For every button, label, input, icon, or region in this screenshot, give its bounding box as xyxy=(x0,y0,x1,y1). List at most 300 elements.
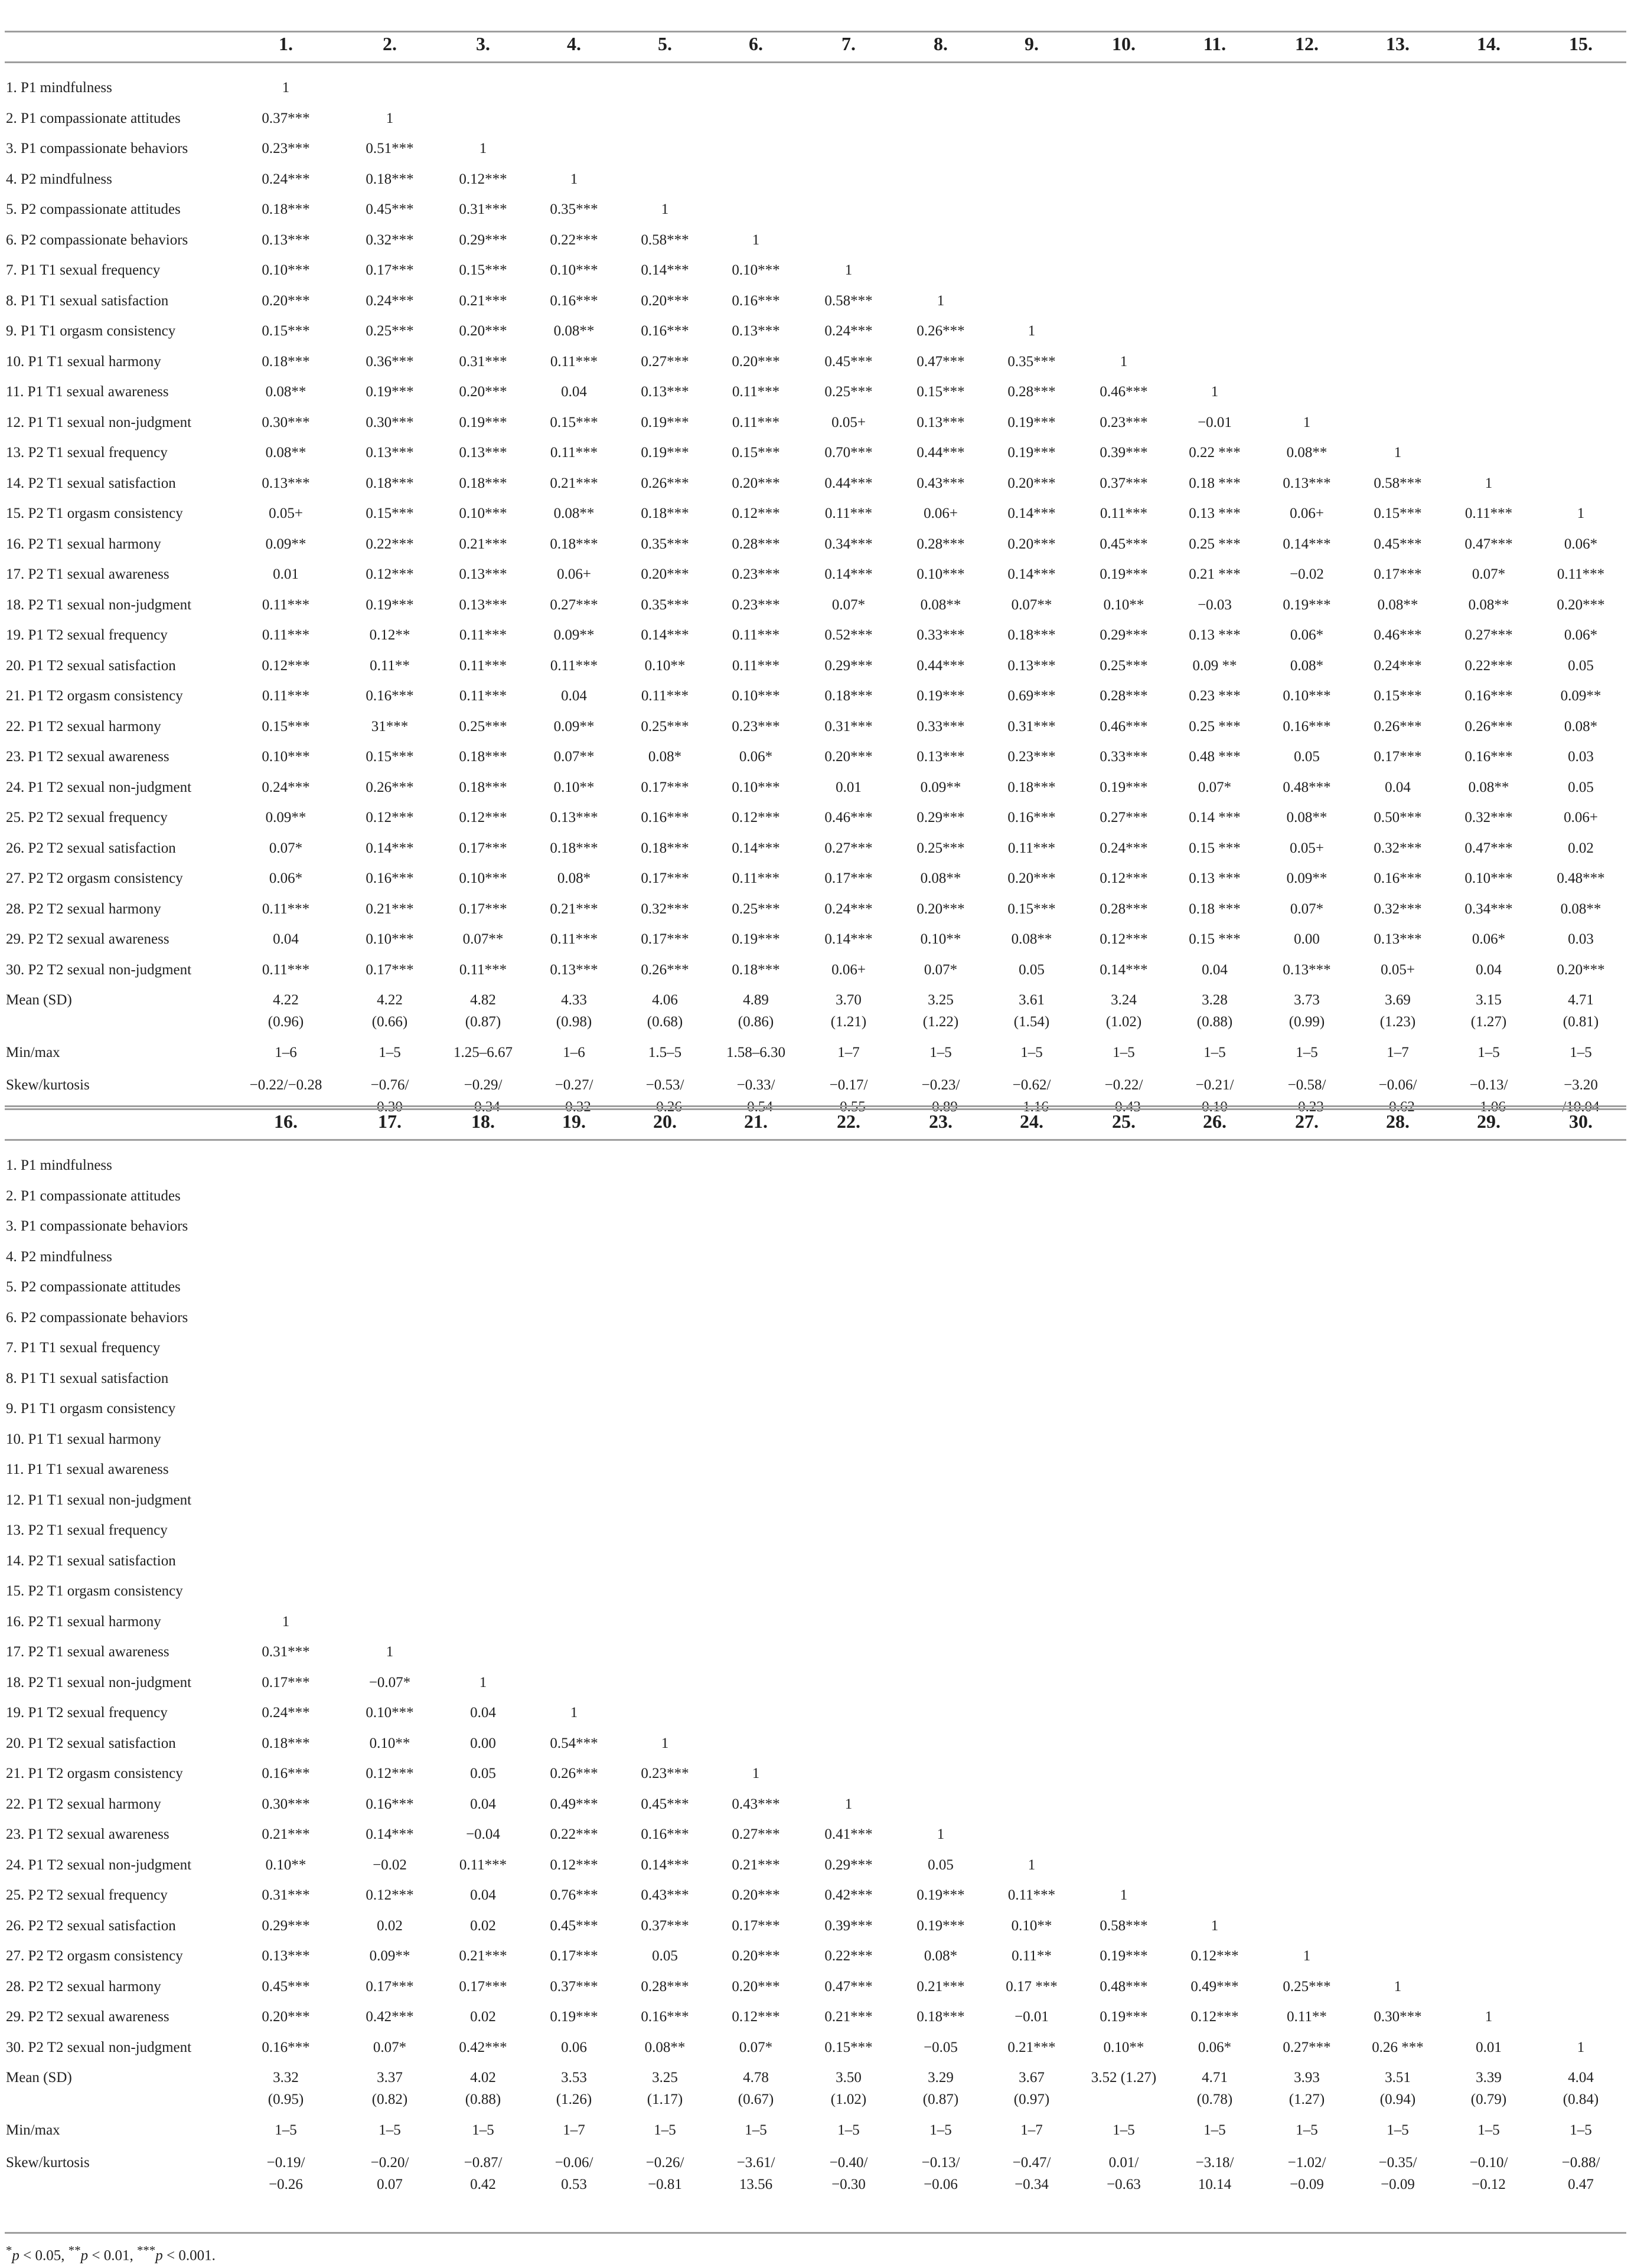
correlation-cell: 0.11*** xyxy=(262,596,310,613)
correlation-cell: 0.43*** xyxy=(732,1796,780,1812)
minmax-value: 1.25–6.67 xyxy=(454,1045,513,1060)
correlation-cell: 0.11*** xyxy=(732,870,780,886)
correlation-cell: 0.23*** xyxy=(1100,414,1148,430)
sd-value: (0.97) xyxy=(1013,2091,1050,2107)
correlation-cell: 0.10** xyxy=(1103,596,1144,613)
correlation-cell: 0.08** xyxy=(1468,596,1509,613)
correlation-cell: 0.15*** xyxy=(366,505,414,521)
skew-value: −0.23/ xyxy=(921,1077,960,1093)
correlation-cell: 0.17*** xyxy=(459,1978,507,1995)
correlation-cell: 0.07** xyxy=(553,749,595,765)
skew-value: −0.22/ xyxy=(1104,1077,1143,1093)
correlation-cell: 0.45*** xyxy=(366,201,414,217)
correlation-cell: 0.06* xyxy=(1198,2039,1232,2055)
correlation-cell: 0.18*** xyxy=(641,840,689,856)
correlation-cell: −0.01 xyxy=(1198,414,1232,430)
skew-value: −3.18/ xyxy=(1195,2155,1234,2171)
correlation-cell: 0.22*** xyxy=(366,536,414,552)
correlation-cell: 0.26*** xyxy=(1464,718,1513,735)
minmax-value: 1–5 xyxy=(379,2122,401,2138)
mean-value: 4.71 xyxy=(1202,2070,1228,2086)
row-label: 9. P1 T1 orgasm consistency xyxy=(6,323,176,339)
correlation-cell: 0.10*** xyxy=(732,688,780,704)
correlation-cell: 0.11*** xyxy=(459,1856,507,1873)
correlation-cell: 0.17*** xyxy=(641,931,689,947)
sd-value: (0.66) xyxy=(371,1014,408,1030)
correlation-cell: 0.25*** xyxy=(916,840,965,856)
correlation-cell: 0.30*** xyxy=(366,414,414,430)
mean-value: 4.82 xyxy=(470,992,496,1008)
minmax-value: 1–5 xyxy=(1296,2122,1318,2138)
correlation-cell: 0.19*** xyxy=(1100,779,1148,795)
correlation-cell: 0.10** xyxy=(1103,2039,1144,2055)
correlation-cell: 0.17*** xyxy=(366,262,414,278)
skew-value: −0.33/ xyxy=(736,1077,775,1093)
mean-value: 4.06 xyxy=(652,992,678,1008)
correlation-cell: 0.31*** xyxy=(824,718,873,735)
correlation-cell: 0.08** xyxy=(1468,779,1509,795)
stat-label-minmax: Min/max xyxy=(6,1045,60,1060)
correlation-cell: 1 xyxy=(1577,505,1585,521)
correlation-cell: 0.22 *** xyxy=(1189,445,1241,461)
correlation-cell: 0.31*** xyxy=(262,1887,310,1903)
correlation-cell: 0.11*** xyxy=(459,657,507,674)
correlation-cell: 0.01 xyxy=(1476,2039,1502,2055)
correlation-cell: 0.14*** xyxy=(1283,536,1331,552)
correlation-cell: 0.07* xyxy=(831,596,866,613)
row-label: 19. P1 T2 sexual frequency xyxy=(6,627,168,643)
correlation-cell: 0.13*** xyxy=(732,323,780,339)
skew-value: −0.10/ xyxy=(1469,2155,1508,2171)
correlation-cell: 0.05 xyxy=(470,1766,496,1781)
correlation-cell: 0.12*** xyxy=(366,810,414,825)
correlation-cell: 1 xyxy=(1211,384,1219,400)
correlation-cell: 0.37*** xyxy=(262,110,310,126)
minmax-value: 1–5 xyxy=(1203,1045,1226,1060)
footnote-threshold: < 0.001. xyxy=(162,2247,216,2264)
correlation-cell: 0.18*** xyxy=(824,688,873,704)
correlation-cell: 0.21*** xyxy=(459,292,507,309)
mean-value: 3.25 xyxy=(652,2070,678,2086)
correlation-cell: 0.10*** xyxy=(1464,870,1513,886)
skew-value: −0.06/ xyxy=(1378,1077,1417,1093)
correlation-cell: 0.11** xyxy=(1287,2009,1327,2025)
row-label: 19. P1 T2 sexual frequency xyxy=(6,1705,168,1721)
sd-value: (1.02) xyxy=(1105,1014,1142,1030)
minmax-value: 1–7 xyxy=(1387,1045,1409,1060)
correlation-cell: 0.58*** xyxy=(824,292,873,309)
correlation-cell: 0.30*** xyxy=(262,1796,310,1812)
correlation-cell: 0.09** xyxy=(1286,870,1327,886)
correlation-cell: 0.46*** xyxy=(1100,384,1148,400)
skew-value: −3.20 xyxy=(1564,1077,1598,1093)
correlation-cell: 0.44*** xyxy=(824,475,873,491)
minmax-value: 1–5 xyxy=(1203,2122,1226,2138)
correlation-cell: 0.37*** xyxy=(641,1917,689,1934)
skew-value: 0.01/ xyxy=(1108,2155,1139,2171)
correlation-cell: 0.13*** xyxy=(550,810,598,825)
correlation-cell: 0.19*** xyxy=(1283,596,1331,613)
correlation-cell: 0.15*** xyxy=(262,323,310,339)
correlation-cell: 0.05 xyxy=(1019,961,1045,978)
mean-value: 4.33 xyxy=(561,992,587,1008)
correlation-cell: 0.31*** xyxy=(459,201,507,217)
correlation-cell: −0.07* xyxy=(368,1674,411,1691)
correlation-cell: 0.22*** xyxy=(1464,657,1513,674)
correlation-cell: 1 xyxy=(1303,414,1311,430)
correlation-cell: 0.07* xyxy=(1290,900,1324,917)
kurtosis-value: 0.53 xyxy=(561,2176,587,2192)
mean-value: 3.93 xyxy=(1294,2070,1320,2086)
column-header: 11. xyxy=(1203,33,1226,54)
correlation-cell: 0.10*** xyxy=(1283,688,1331,704)
correlation-cell: 0.14*** xyxy=(641,627,689,643)
row-label: 23. P1 T2 sexual awareness xyxy=(6,749,169,765)
row-label: 7. P1 T1 sexual frequency xyxy=(6,262,161,278)
correlation-cell: 0.07** xyxy=(1011,596,1052,613)
row-label: 18. P2 T1 sexual non-judgment xyxy=(6,1674,192,1691)
correlation-cell: 0.32*** xyxy=(1374,840,1422,856)
correlation-cell: 0.14*** xyxy=(1100,961,1148,978)
correlation-cell: 0.11*** xyxy=(732,414,780,430)
row-label: 2. P1 compassionate attitudes xyxy=(6,110,181,126)
correlation-cell: 0.12*** xyxy=(262,657,310,674)
footnote-threshold: < 0.05, xyxy=(19,2247,68,2264)
mean-value: 4.71 xyxy=(1568,992,1594,1008)
mean-value: 3.39 xyxy=(1476,2070,1502,2086)
sd-value: (0.79) xyxy=(1470,2091,1507,2107)
correlation-cell: 0.14*** xyxy=(1007,566,1056,582)
correlation-cell: 0.05+ xyxy=(1290,840,1324,856)
significance-footnote xyxy=(6,2241,216,2264)
correlation-cell: 0.10*** xyxy=(459,505,507,521)
correlation-cell: 0.29*** xyxy=(824,1856,873,1873)
correlation-cell: 0.11*** xyxy=(824,505,873,521)
row-label: 21. P1 T2 orgasm consistency xyxy=(6,1766,183,1781)
correlation-cell: 0.12*** xyxy=(732,810,780,825)
sd-value: (0.87) xyxy=(922,2091,959,2107)
correlation-cell: 0.10** xyxy=(1011,1917,1052,1934)
row-label: 20. P1 T2 sexual satisfaction xyxy=(6,1735,176,1751)
row-label: 16. P2 T1 sexual harmony xyxy=(6,536,161,552)
correlation-cell: 0.20*** xyxy=(459,384,507,400)
correlation-cell: 0.07* xyxy=(373,2039,407,2055)
correlation-cell: 0.27*** xyxy=(1100,810,1148,825)
column-header: 21. xyxy=(744,1111,768,1132)
correlation-cell: 0.14*** xyxy=(732,840,780,856)
correlation-cell: 0.13*** xyxy=(1283,475,1331,491)
correlation-cell: 1 xyxy=(1303,1948,1311,1964)
correlation-cell: 0.49*** xyxy=(1190,1978,1239,1995)
correlation-cell: 0.41*** xyxy=(824,1826,873,1842)
column-header: 18. xyxy=(471,1111,495,1132)
sd-value: (0.95) xyxy=(268,2091,304,2107)
correlation-cell: 0.28*** xyxy=(1007,384,1056,400)
correlation-cell: 1 xyxy=(386,110,394,126)
correlation-cell: 0.23*** xyxy=(641,1766,689,1781)
correlation-cell: 0.16*** xyxy=(366,688,414,704)
correlation-cell: 0.25 *** xyxy=(1189,718,1241,735)
table-2-header-rule xyxy=(5,1139,1626,1141)
mean-value: 4.02 xyxy=(470,2070,496,2086)
correlation-cell: 0.14*** xyxy=(366,1826,414,1842)
minmax-value: 1–7 xyxy=(1020,2122,1043,2138)
correlation-cell: 0.32*** xyxy=(366,231,414,248)
correlation-cell: 0.70*** xyxy=(824,445,873,461)
row-label: 8. P1 T1 sexual satisfaction xyxy=(6,1370,169,1386)
correlation-cell: 0.45*** xyxy=(824,353,873,370)
correlation-cell: 0.16*** xyxy=(1007,810,1056,825)
correlation-cell: 0.16*** xyxy=(366,870,414,886)
correlation-cell: 0.25*** xyxy=(366,323,414,339)
correlation-cell: 0.76*** xyxy=(550,1887,598,1903)
sd-value: (1.27) xyxy=(1470,1014,1507,1030)
table-2-top-rule xyxy=(5,1108,1626,1110)
correlation-cell: 0.11*** xyxy=(262,900,310,917)
correlation-cell: 0.11*** xyxy=(262,961,310,978)
correlation-cell: 0.28*** xyxy=(1100,900,1148,917)
skew-value: −0.27/ xyxy=(554,1077,593,1093)
correlation-cell: 0.19*** xyxy=(1100,566,1148,582)
correlation-cell: −0.03 xyxy=(1198,596,1232,613)
correlation-cell: 0.25*** xyxy=(1283,1978,1331,1995)
correlation-cell: 0.35*** xyxy=(550,201,598,217)
column-header: 27. xyxy=(1295,1111,1319,1132)
correlation-cell: 0.09** xyxy=(920,779,961,795)
correlation-cell: 1 xyxy=(282,1613,290,1630)
sd-value: (0.84) xyxy=(1563,2091,1599,2107)
correlation-cell: 0.15*** xyxy=(1374,688,1422,704)
correlation-cell: 0.34*** xyxy=(1464,900,1513,917)
correlation-cell: 0.04 xyxy=(470,1705,496,1721)
correlation-cell: 0.23 *** xyxy=(1189,688,1241,704)
correlation-cell: 1 xyxy=(570,1705,578,1721)
mean-value: 3.37 xyxy=(377,2070,403,2086)
correlation-cell: 0.43*** xyxy=(916,475,965,491)
row-label: 25. P2 T2 sexual frequency xyxy=(6,1887,168,1903)
skew-value: −0.13/ xyxy=(1469,1077,1508,1093)
row-label: 30. P2 T2 sexual non-judgment xyxy=(6,2039,192,2055)
correlation-cell: 0.19*** xyxy=(366,596,414,613)
column-header: 28. xyxy=(1386,1111,1410,1132)
correlation-cell: 0.10*** xyxy=(262,262,310,278)
correlation-cell: 0.17*** xyxy=(824,870,873,886)
correlation-cell: 1 xyxy=(937,292,945,309)
mean-value: 4.22 xyxy=(377,992,403,1008)
correlation-cell: 0.12** xyxy=(369,627,410,643)
correlation-cell: 0.28*** xyxy=(732,536,780,552)
correlation-cell: 0.16*** xyxy=(1283,718,1331,735)
correlation-cell: 0.18*** xyxy=(641,505,689,521)
correlation-cell: 1 xyxy=(1485,2009,1493,2025)
correlation-cell: 0.29*** xyxy=(262,1917,310,1934)
correlation-cell: 0.15*** xyxy=(262,718,310,735)
correlation-cell: 0.17*** xyxy=(732,1917,780,1934)
correlation-cell: 0.07* xyxy=(269,840,303,856)
correlation-cell: 0.15 *** xyxy=(1189,931,1241,947)
skew-value: −0.17/ xyxy=(829,1077,868,1093)
correlation-cell: 0.19*** xyxy=(550,2009,598,2025)
correlation-cell: 0.11*** xyxy=(1464,505,1513,521)
correlation-cell: 0.13 *** xyxy=(1189,505,1241,521)
column-header: 20. xyxy=(653,1111,677,1132)
correlation-cell: 0.07* xyxy=(1472,566,1506,582)
correlation-cell: 0.19*** xyxy=(459,414,507,430)
row-label: 9. P1 T1 orgasm consistency xyxy=(6,1401,176,1417)
minmax-value: 1–5 xyxy=(1113,1045,1135,1060)
mean-value: 3.24 xyxy=(1111,992,1137,1008)
correlation-cell: 0.08** xyxy=(553,505,595,521)
kurtosis-value: −0.26 xyxy=(269,2176,303,2192)
correlation-cell: 0.46*** xyxy=(1100,718,1148,735)
mean-value: 3.25 xyxy=(928,992,954,1008)
row-label: 29. P2 T2 sexual awareness xyxy=(6,931,169,947)
correlation-cell: 0.24*** xyxy=(262,1705,310,1721)
correlation-cell: 1 xyxy=(937,1826,945,1842)
column-header: 24. xyxy=(1020,1111,1043,1132)
correlation-cell: 0.11*** xyxy=(732,657,780,674)
correlation-cell: 0.16*** xyxy=(641,810,689,825)
sd-value: (0.88) xyxy=(465,2091,501,2107)
correlation-cell: 0.19*** xyxy=(641,445,689,461)
kurtosis-value: 10.14 xyxy=(1198,2176,1232,2192)
sd-value: (0.78) xyxy=(1196,2091,1233,2107)
correlation-cell: 0.01 xyxy=(836,779,862,795)
correlation-cell: 0.11*** xyxy=(459,961,507,978)
correlation-cell: 0.14*** xyxy=(1007,505,1056,521)
column-header: 5. xyxy=(658,33,672,54)
correlation-cell: 0.18*** xyxy=(262,201,310,217)
stat-label-mean: Mean (SD) xyxy=(6,992,72,1008)
sd-value: (1.23) xyxy=(1379,1014,1416,1030)
correlation-cell: 0.18*** xyxy=(916,2009,965,2025)
correlation-cell: 0.20*** xyxy=(1557,596,1605,613)
correlation-cell: 0.58*** xyxy=(1374,475,1422,491)
correlation-cell: 0.11*** xyxy=(641,688,689,704)
correlation-cell: 0.13*** xyxy=(550,961,598,978)
correlation-cell: 0.69*** xyxy=(1007,688,1056,704)
correlation-cell: 0.25*** xyxy=(732,900,780,917)
sd-value: (1.21) xyxy=(830,1014,867,1030)
column-header: 19. xyxy=(562,1111,586,1132)
correlation-cell: 0.13 *** xyxy=(1189,627,1241,643)
correlation-cell: 0.13*** xyxy=(459,596,507,613)
mean-value: 3.32 xyxy=(273,2070,299,2086)
kurtosis-value: 13.56 xyxy=(739,2176,773,2192)
correlation-cell: 0.05 xyxy=(1294,749,1320,765)
correlation-cell: 0.02 xyxy=(470,1917,496,1934)
correlation-cell: 0.52*** xyxy=(824,627,873,643)
correlation-cell: 0.23*** xyxy=(262,141,310,156)
correlation-cell: 0.47*** xyxy=(916,353,965,370)
sd-value: (0.94) xyxy=(1379,2091,1416,2107)
correlation-cell: 0.26*** xyxy=(1374,718,1422,735)
correlation-cell: 0.45*** xyxy=(262,1978,310,1995)
correlation-cell: 0.24*** xyxy=(1374,657,1422,674)
kurtosis-value: −0.81 xyxy=(648,2176,682,2192)
correlation-cell: 0.19*** xyxy=(1007,445,1056,461)
correlation-cell: 0.11*** xyxy=(1557,566,1605,582)
row-label: 20. P1 T2 sexual satisfaction xyxy=(6,657,176,674)
correlation-cell: 0.20*** xyxy=(732,475,780,491)
correlation-cell: 0.07** xyxy=(462,931,504,947)
row-label: 6. P2 compassionate behaviors xyxy=(6,231,188,248)
correlation-cell: 0.19*** xyxy=(732,931,780,947)
correlation-cell: 0.28*** xyxy=(641,1978,689,1995)
skew-value: −0.58/ xyxy=(1287,1077,1326,1093)
mean-value: 3.61 xyxy=(1019,992,1045,1008)
correlation-cell: 0.43*** xyxy=(641,1887,689,1903)
correlation-cell: 0.33*** xyxy=(916,718,965,735)
correlation-cell: 0.48 *** xyxy=(1189,749,1241,765)
correlation-cell: 0.04 xyxy=(561,384,587,400)
correlation-cell: 0.06* xyxy=(1564,536,1598,552)
correlation-cell: 0.13*** xyxy=(1007,657,1056,674)
correlation-cell: 0.27*** xyxy=(824,840,873,856)
minmax-value: 1–5 xyxy=(1020,1045,1043,1060)
minmax-value: 1–5 xyxy=(1113,2122,1135,2138)
correlation-cell: 0.20*** xyxy=(641,292,689,309)
correlation-cell: 0.12*** xyxy=(459,171,507,187)
skew-value: −0.26/ xyxy=(645,2155,684,2171)
correlation-cell: 0.30*** xyxy=(1374,2009,1422,2025)
correlation-cell: 0.17*** xyxy=(641,779,689,795)
correlation-cell: 0.20*** xyxy=(262,292,310,309)
mean-value: 3.52 (1.27) xyxy=(1091,2070,1157,2086)
column-header: 23. xyxy=(929,1111,952,1132)
column-header: 15. xyxy=(1569,33,1593,54)
row-label: 22. P1 T2 sexual harmony xyxy=(6,718,161,735)
correlation-cell: 0.19*** xyxy=(1007,414,1056,430)
row-label: 24. P1 T2 sexual non-judgment xyxy=(6,779,192,795)
correlation-cell: 0.27*** xyxy=(732,1826,780,1842)
correlation-cell: 0.08* xyxy=(924,1948,958,1964)
correlation-cell: 0.24*** xyxy=(824,900,873,917)
correlation-cell: 0.02 xyxy=(377,1917,403,1934)
correlation-cell: 0.37*** xyxy=(550,1978,598,1995)
correlation-cell: 1 xyxy=(1027,1856,1036,1873)
skew-value: −0.29/ xyxy=(464,1077,503,1093)
stat-label-skew: Skew/kurtosis xyxy=(6,1077,90,1093)
correlation-cell: 0.11*** xyxy=(550,657,598,674)
correlation-cell: 0.23*** xyxy=(732,566,780,582)
row-label: 10. P1 T1 sexual harmony xyxy=(6,1431,161,1447)
row-label: 5. P2 compassionate attitudes xyxy=(6,1279,181,1295)
correlation-cell: 0.13*** xyxy=(916,414,965,430)
correlation-cell: 0.06* xyxy=(1472,931,1506,947)
sd-value: (0.87) xyxy=(465,1014,501,1030)
column-header: 9. xyxy=(1025,33,1039,54)
row-label: 17. P2 T1 sexual awareness xyxy=(6,1644,169,1660)
correlation-cell: 0.13*** xyxy=(916,749,965,765)
correlation-cell: 0.33*** xyxy=(916,627,965,643)
correlation-cell: 0.26*** xyxy=(916,323,965,339)
correlation-cell: 0.26*** xyxy=(366,779,414,795)
row-label: 26. P2 T2 sexual satisfaction xyxy=(6,840,176,856)
correlation-cell: 0.25*** xyxy=(459,718,507,735)
sd-value: (0.99) xyxy=(1289,1014,1325,1030)
correlation-cell: 0.04 xyxy=(470,1796,496,1812)
correlation-cell: 0.10** xyxy=(553,779,595,795)
mean-value: 4.22 xyxy=(273,992,299,1008)
correlation-cell: 0.21*** xyxy=(824,2009,873,2025)
mean-value: 3.70 xyxy=(836,992,862,1008)
correlation-cell: 0.58*** xyxy=(1100,1917,1148,1934)
correlation-cell: 1 xyxy=(1577,2039,1585,2055)
correlation-cell: 0.26 *** xyxy=(1372,2039,1424,2055)
correlation-cell: 0.06+ xyxy=(1290,505,1324,521)
row-label: 6. P2 compassionate behaviors xyxy=(6,1309,188,1326)
